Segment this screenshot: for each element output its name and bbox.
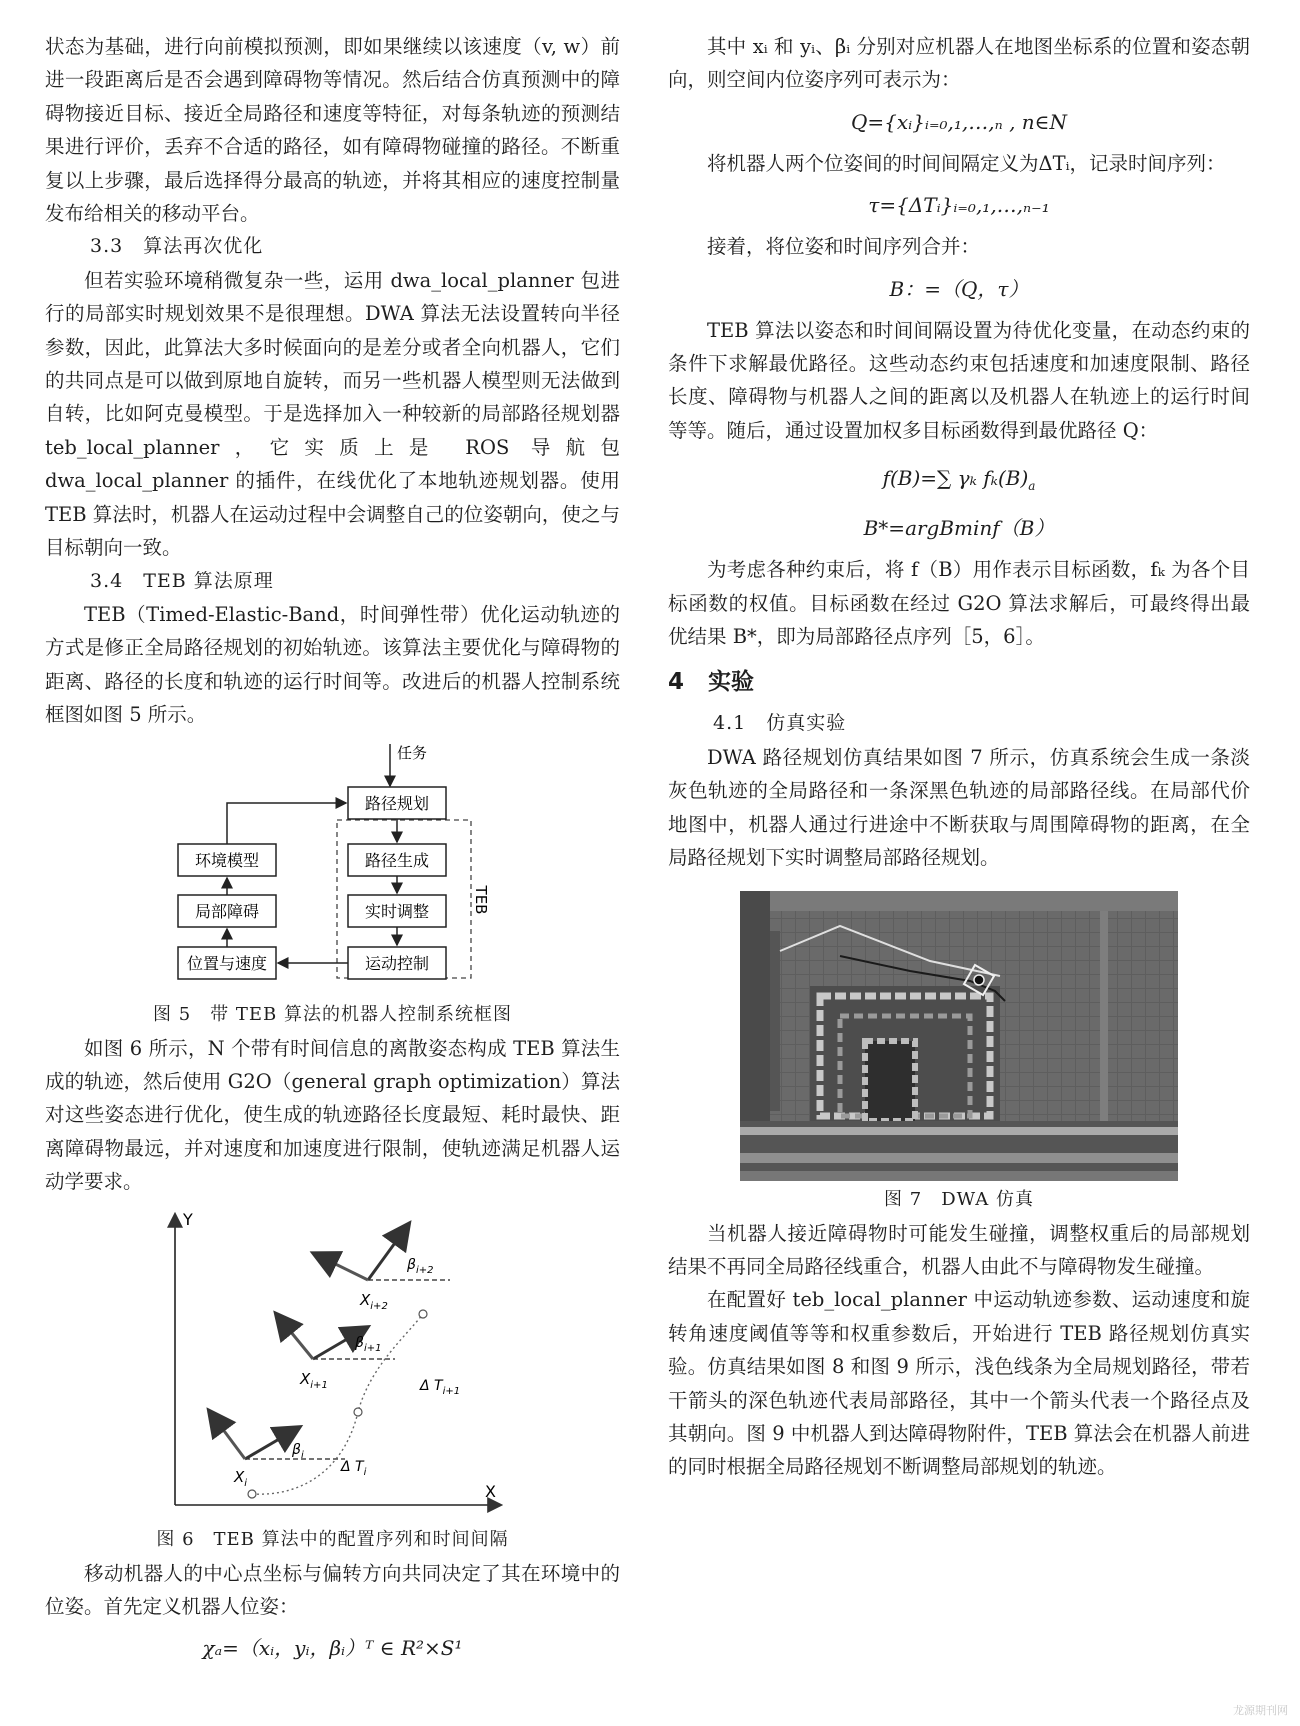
motion-control-label: 运动控制 — [364, 953, 430, 973]
svg-text:βi: $\beta_i$ — [292, 1441, 304, 1461]
svg-text:Xi: $X_i$ — [234, 1467, 248, 1489]
paragraph: 但若实验环境稍微复杂一些，运用 dwa_local_planner 包进行的局部实时规划效果不是很理想。DWA 算法无法设置转向半径参数，因此，此算法大多时候面向的是差分或者全向机器人，它们的共同点是可以做到原地自旋转，而另一些机器人模型则无法做到自转，比如阿克曼模型。于是选择加入一种较新的局部路径规划器 teb_local_planner，它实质上是 ROS 导航包 dwa_local_planner 的插件，在线优化了本地轨迹规划器。使用 TEB 算法时，机器人在运动过程中会调整自己的位姿朝向，使之与目标朝向一致。 — [45, 268, 620, 560]
sample-point — [419, 1310, 427, 1318]
left-column — [45, 30, 620, 1673]
pose-i-plus-2 — [315, 1225, 450, 1312]
svg-text:βi+2: $\beta_{i+2}$ — [407, 1256, 434, 1276]
subsection-heading-4-1: 4.1 仿真实验 — [713, 712, 847, 735]
paragraph: TEB 算法以姿态和时间间隔设置为待优化变量，在动态约束的条件下求解最优路径。这些动态约束包括速度和加速度限制、路径长度、障碍物与机器人之间的距离以及机器人在轨迹上的运行时间等等。随后，通过设置加权多目标函数得到最优路径 Q： — [668, 318, 1250, 442]
local-obstacle-label: 局部障碍 — [194, 901, 260, 921]
x-axis-label: X — [485, 1481, 496, 1501]
sample-point — [354, 1408, 362, 1416]
figure-7-caption: 图 7 DWA 仿真 — [884, 1188, 1034, 1210]
right-column — [668, 30, 1250, 1484]
env-model-label: 环境模型 — [194, 850, 260, 870]
y-axis-label: Y — [183, 1209, 193, 1229]
section-heading-4: 4 实验 — [668, 669, 755, 696]
figure-5-diagram — [45, 740, 620, 998]
trajectory-curve — [252, 1314, 423, 1494]
pose-i-plus-1 — [277, 1315, 395, 1391]
position-speed-label: 位置与速度 — [186, 953, 268, 973]
svg-text:Xi+1: $X_{i+1}$ — [300, 1369, 328, 1391]
path-generation-label: 路径生成 — [364, 850, 430, 870]
equation-argmin: B*=argBminf（B） — [863, 516, 1055, 541]
figure-5-caption: 图 5 带 TEB 算法的机器人控制系统框图 — [153, 1003, 512, 1025]
svg-text:Xi+2: $X_{i+2}$ — [360, 1290, 388, 1312]
path-planning-label: 路径规划 — [364, 793, 430, 813]
svg-text:βi+1: $\beta_{i+1}$ — [355, 1334, 382, 1354]
subsection-heading-3-4: 3.4 TEB 算法原理 — [90, 569, 274, 592]
delta-t-i1-label: Δ $T_{i+1}$ — [420, 1377, 461, 1397]
paragraph: 移动机器人的中心点坐标与偏转方向共同决定了其在环境中的位姿。首先定义机器人位姿： — [45, 1561, 620, 1618]
task-label: 任务 — [397, 743, 428, 762]
delta-t-i-label: Δ $T_i$ — [341, 1458, 367, 1478]
sample-point — [248, 1490, 256, 1498]
equation-merge: B：=（Q，τ） — [889, 276, 1029, 301]
paragraph: 在配置好 teb_local_planner 中运动轨迹参数、运动速度和旋转角速度阈值等等和权重参数后，开始进行 TEB 路径规划仿真实验。仿真结果如图 8 和图 9 所示，浅色线条为全局规划路径，带若干箭头的深色轨迹代表局部路径，其中一个箭头代表一个路径点及其朝向。图 9 中机器人到达障碍物附件，TEB 算法会在机器人前进的同时根据全局路径规划不断调整局部规划的轨迹。 — [668, 1288, 1250, 1479]
pose-i — [210, 1412, 345, 1489]
watermark: 龙源期刊网 — [1233, 1704, 1288, 1717]
paragraph: 如图 6 所示，N 个带有时间信息的离散姿态构成 TEB 算法生成的轨迹，然后使用 G2O（general graph optimization）算法对这些姿态进行优化，使生成的轨迹路径长度最短、耗时最快、距离障碍物最远，并对速度和加速度进行限制，使轨迹满足机器人运动学要求。 — [45, 1036, 620, 1194]
paragraph: DWA 路径规划仿真结果如图 7 所示，仿真系统会生成一条淡灰色轨迹的全局路径和一条深黑色轨迹的局部路径线。在局部代价地图中，机器人通过行进途中不断获取与周围障碍物的距离，在全局路径规划下实时调整局部路径规划。 — [668, 745, 1250, 870]
teb-label: TEB — [472, 885, 490, 914]
paragraph: 接着，将位姿和时间序列合并： — [707, 235, 981, 259]
paragraph: TEB（Timed-Elastic-Band，时间弹性带）优化运动轨迹的方式是修正全局路径规划的初始轨迹。该算法主要优化与障碍物的距离、路径的长度和轨迹的运行时间等。改进后的机器人控制系统框图如图 5 所示。 — [45, 602, 620, 727]
paragraph: 其中 xᵢ 和 yᵢ、βᵢ 分别对应机器人在地图坐标系的位置和姿态朝向，则空间内位姿序列可表示为： — [668, 35, 1250, 92]
paragraph: 状态为基础，进行向前模拟预测，即如果继续以该速度（v, w）前进一段距离后是否会遇到障碍物等情况。然后结合仿真预测中的障碍物接近目标、接近全局路径和速度等特征，对每条轨迹的预测结果进行评价，丢弃不合适的路径，如有障碍物碰撞的路径。不断重复以上步骤，最后选择得分最高的轨迹，并将其相应的速度控制量发布给相关的移动平台。 — [45, 35, 620, 226]
equation-time-sequence: τ={ΔTᵢ}ᵢ₌₀,₁,…,ₙ₋₁ — [868, 193, 1050, 218]
dwa-simulation-render — [740, 891, 1178, 1181]
subsection-heading-3-3: 3.3 算法再次优化 — [90, 235, 264, 258]
equation-pose: χₐ=（xᵢ，yᵢ，βᵢ）ᵀ ∈ R²×S¹ — [202, 1636, 463, 1661]
paragraph: 当机器人接近障碍物时可能发生碰撞，调整权重后的局部规划结果不再同全局路径线重合，机器人由此不与障碍物发生碰撞。 — [668, 1221, 1250, 1278]
obstacle-structure — [810, 986, 1000, 1126]
equation-objective: f(B)=∑ γₖ $f_k(B)_a$ — [882, 466, 1036, 494]
figure-6-diagram — [45, 1207, 620, 1523]
paragraph: 为考虑各种约束后，将 f（B）用作表示目标函数，fₖ 为各个目标函数的权值。目标函数在经过 G2O 算法求解后，可最终得出最优结果 B*，即为局部路径点序列［5，6］。 — [668, 558, 1250, 649]
figure-6-caption: 图 6 TEB 算法中的配置序列和时间间隔 — [156, 1528, 509, 1550]
paragraph: 将机器人两个位姿间的时间间隔定义为ΔTᵢ，记录时间序列： — [707, 151, 1226, 175]
realtime-adjust-label: 实时调整 — [364, 901, 430, 921]
figure-7-image — [740, 891, 1178, 1181]
block-diagram — [45, 740, 620, 998]
equation-pose-sequence: Q={xᵢ}ᵢ₌₀,₁,…,ₙ , n∈N — [851, 109, 1067, 134]
pose-sequence-diagram — [45, 1207, 620, 1523]
